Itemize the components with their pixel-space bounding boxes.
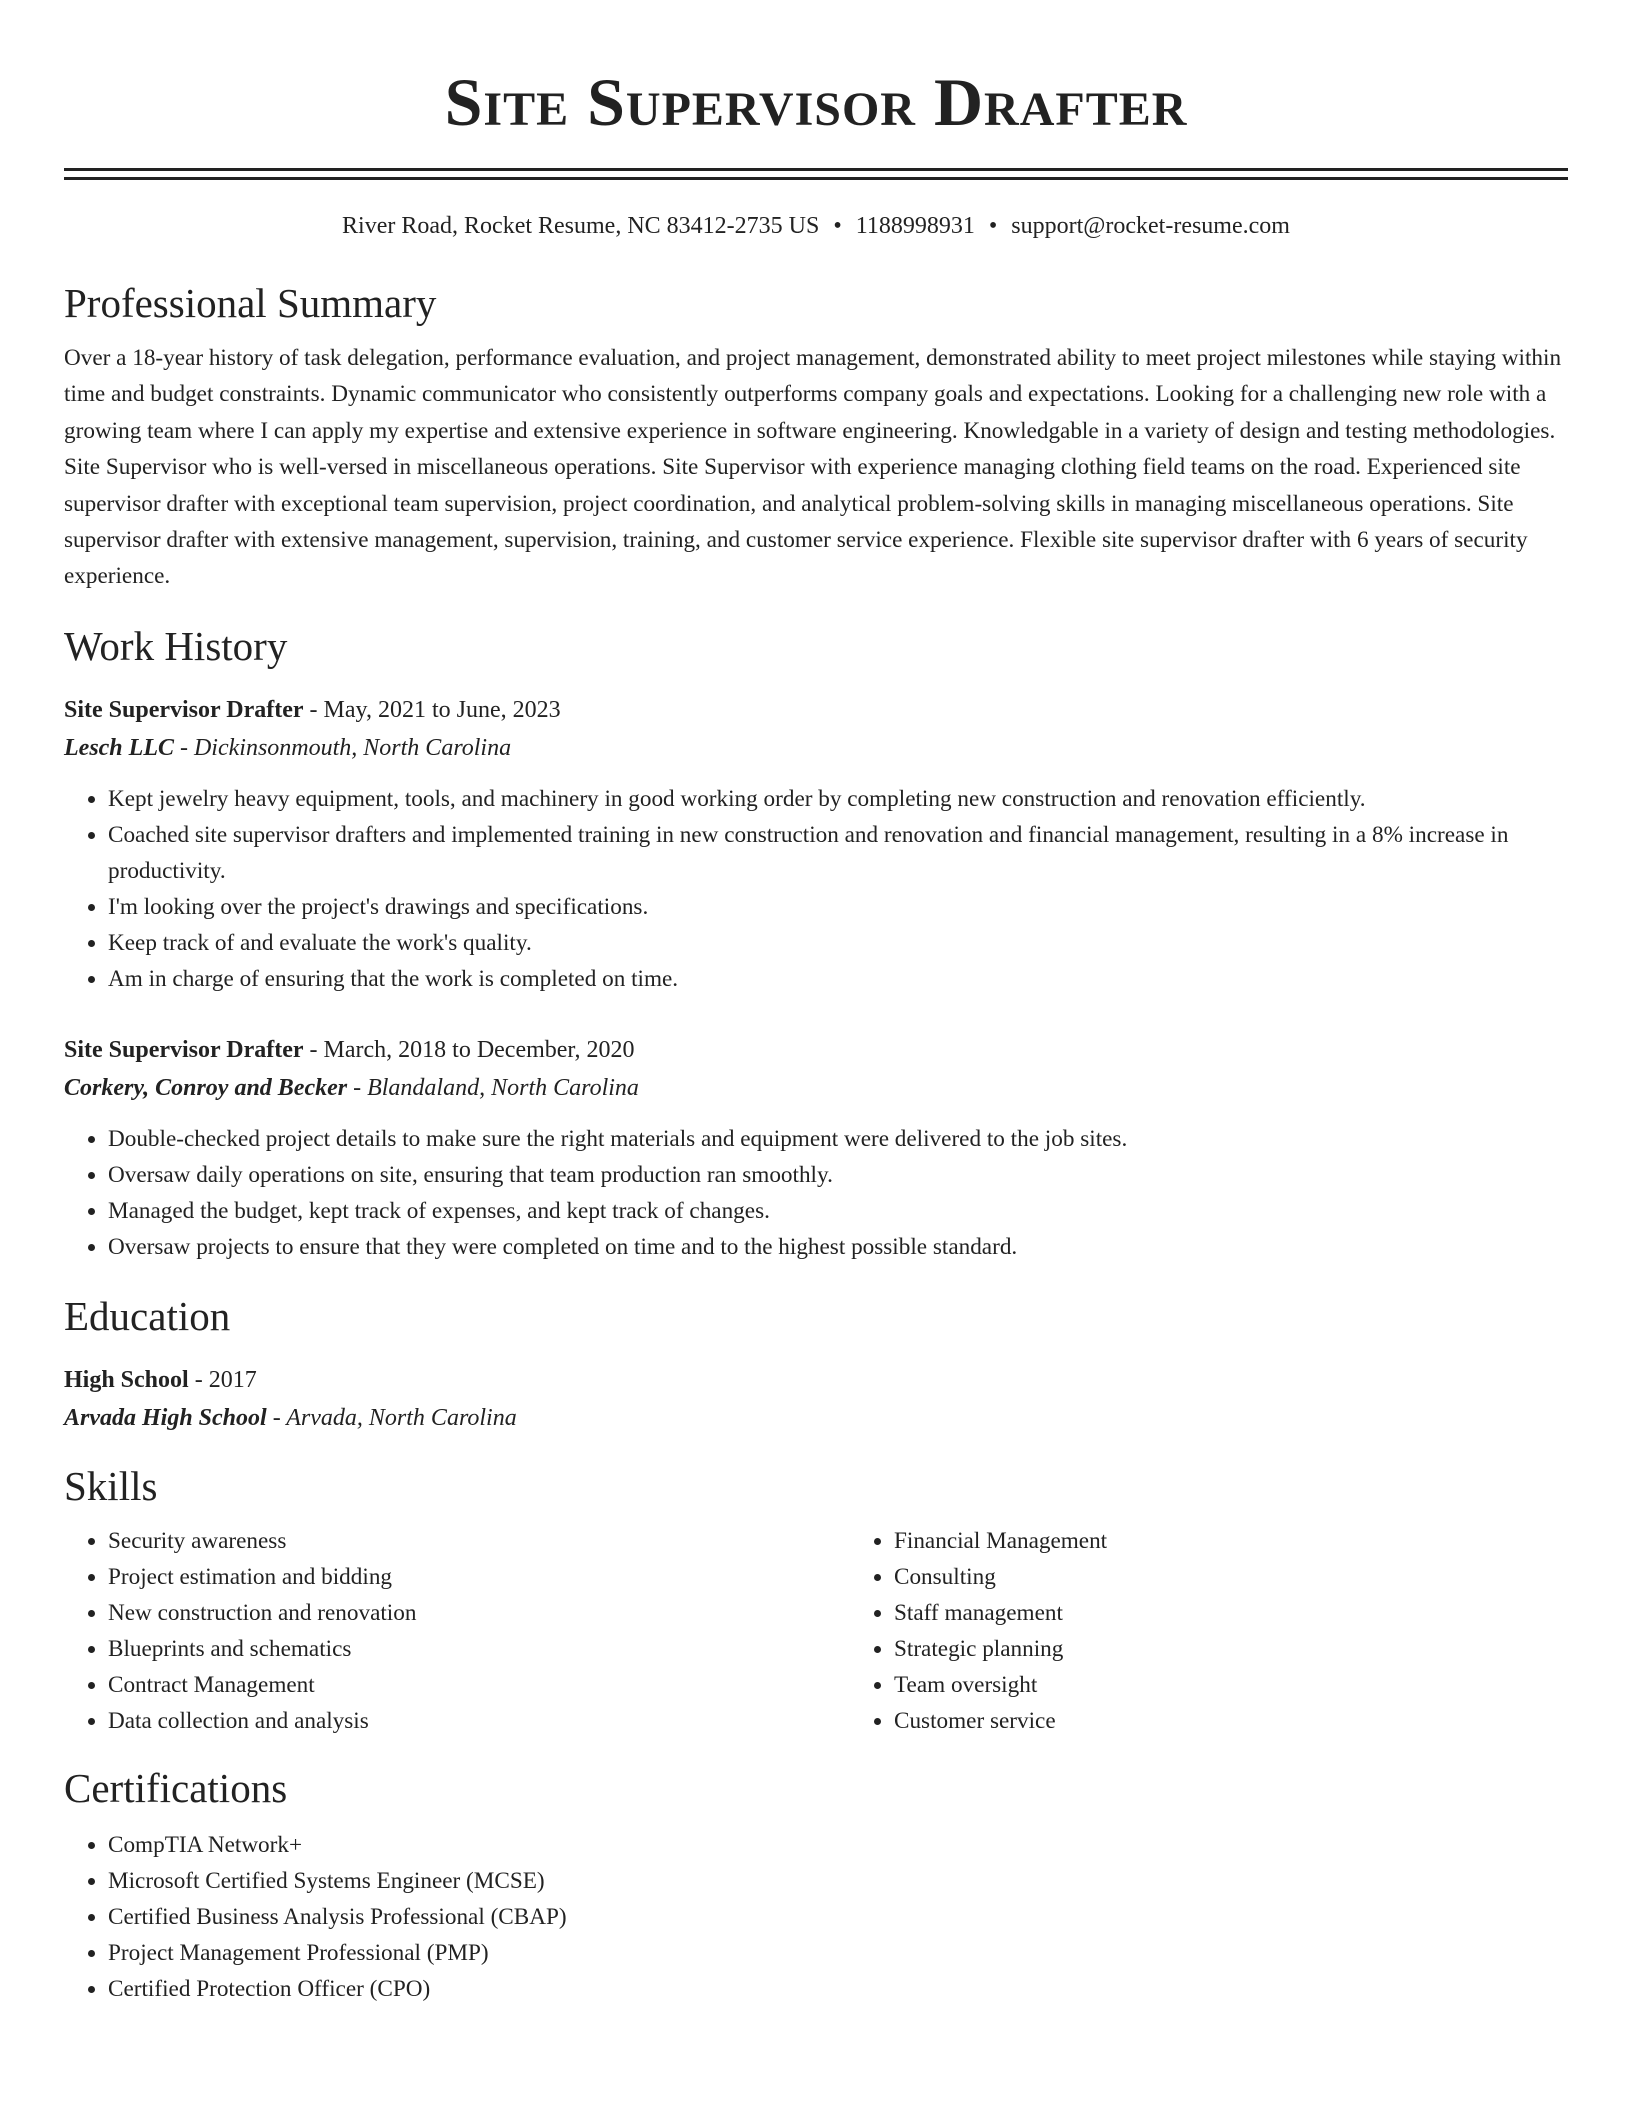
education-school-line [64,1399,1568,1437]
summary-text: Over a 18-year history of task delegation, performance evaluation, and project management, demonstrated ability to meet project milestones while staying within time and budget constraints. Dynamic communicator who consistently outperforms company goals and expectations. Looking for a challenging new role with a growing team where I can apply my expertise and extensive experience in software engineering. Knowledgable in a variety of design and testing methodologies. Site Supervisor who is well-versed in miscellaneous operations. Site Supervisor with experience managing clothing field teams on the road. Experienced site supervisor drafter with exceptional team supervision, project coordination, and analytical problem-solving skills in managing miscellaneous operations. Site supervisor drafter with extensive management, supervision, training, and customer service experience. Flexible site supervisor drafter with 6 years of security experience. [64,345,1562,590]
contact-separator: • [833,213,842,239]
skills-list-right [850,1523,1107,1739]
list-item: • Customer service [894,1703,1107,1739]
job-company-line [64,1069,1568,1107]
list-item: • CompTIA Network+ [108,1827,1568,1863]
section-title-education: Education [64,1292,231,1339]
job-entry [64,1031,1568,1265]
work-history-section [64,621,1568,1265]
list-item: • I'm looking over the project's drawings and specifications. [108,889,1568,925]
education-location: - Arvada, North Carolina [266,1404,517,1431]
contact-phone: 1188998931 [855,213,975,239]
education-degree: High School [64,1366,189,1393]
job-entry [64,691,1568,997]
list-item: • Coached site supervisor drafters and implemented training in new construction and renovation and financial management, resulting in a 8% increase in productivity. [108,817,1568,889]
job-company-line [64,729,1568,767]
skills-list-left [64,1523,850,1739]
job-company: Lesch LLC [64,734,174,761]
list-item: • Contract Management [108,1667,850,1703]
list-item: • Financial Management [894,1523,1107,1559]
section-title-certifications: Certifications [64,1764,288,1811]
list-item: • Microsoft Certified Systems Engineer (MCSE) [108,1863,1568,1899]
list-item: • New construction and renovation [108,1595,850,1631]
contact-address: River Road, Rocket Resume, NC 83412-2735 US [342,213,820,239]
job-location: - Blandaland, North Carolina [347,1074,639,1101]
list-item: • Consulting [894,1559,1107,1595]
job-company: Corkery, Conroy and Becker [64,1074,348,1101]
section-title-skills: Skills [64,1462,158,1509]
certifications-list [64,1827,1568,2007]
contact-separator: • [988,213,998,239]
education-entry [64,1361,1568,1437]
list-item: • Oversaw projects to ensure that they were completed on time and to the highest possible standard. [108,1229,1568,1265]
list-item: • Kept jewelry heavy equipment, tools, and machinery in good working order by completing new construction and renovation efficiently. [108,781,1568,817]
section-title-work: Work History [64,622,288,669]
job-bullet-list [64,1121,1568,1265]
skills-section [64,1461,1568,1739]
job-position: Site Supervisor Drafter [64,1036,304,1063]
job-dates: - March, 2018 to December, 2020 [303,1036,635,1063]
professional-summary-section [64,278,1568,595]
list-item: • Keep track of and evaluate the work's quality. [108,925,1568,961]
job-location: - Dickinsonmouth, North Carolina [173,734,512,761]
education-year: - 2017 [188,1366,257,1393]
education-school: Arvada High School [64,1404,267,1431]
list-item: • Double-checked project details to make sure the right materials and equipment were delivered to the job sites. [108,1121,1568,1157]
list-item: • Am in charge of ensuring that the work is completed on time. [108,961,1568,997]
job-position: Site Supervisor Drafter [64,696,304,723]
list-item: • Certified Protection Officer (CPO) [108,1971,1568,2007]
list-item: • Strategic planning [894,1631,1107,1667]
list-item: • Managed the budget, kept track of expenses, and kept track of changes. [108,1193,1568,1229]
job-dates: - May, 2021 to June, 2023 [303,696,561,723]
job-bullet-list [64,781,1568,997]
list-item: • Security awareness [108,1523,850,1559]
candidate-name: Site Supervisor Drafter [444,64,1188,140]
list-item: • Blueprints and schematics [108,1631,850,1667]
list-item: • Data collection and analysis [108,1703,850,1739]
certifications-section [64,1763,1568,2007]
list-item: • Certified Business Analysis Professional (CBAP) [108,1899,1568,1935]
list-item: • Oversaw daily operations on site, ensuring that team production ran smoothly. [108,1157,1568,1193]
contact-email: support@rocket-resume.com [1011,213,1290,239]
skills-grid [64,1523,1568,1739]
education-section [64,1291,1568,1437]
education-degree-line [64,1361,1568,1399]
list-item: • Staff management [894,1595,1107,1631]
list-item: • Project Management Professional (PMP) [108,1935,1568,1971]
job-title-line [64,1031,1568,1069]
contact-line [64,210,1568,242]
list-item: • Project estimation and bidding [108,1559,850,1595]
job-title-line [64,691,1568,729]
list-item: • Team oversight [894,1667,1107,1703]
header-double-rule [64,168,1568,180]
section-title-summary: Professional Summary [64,280,437,326]
